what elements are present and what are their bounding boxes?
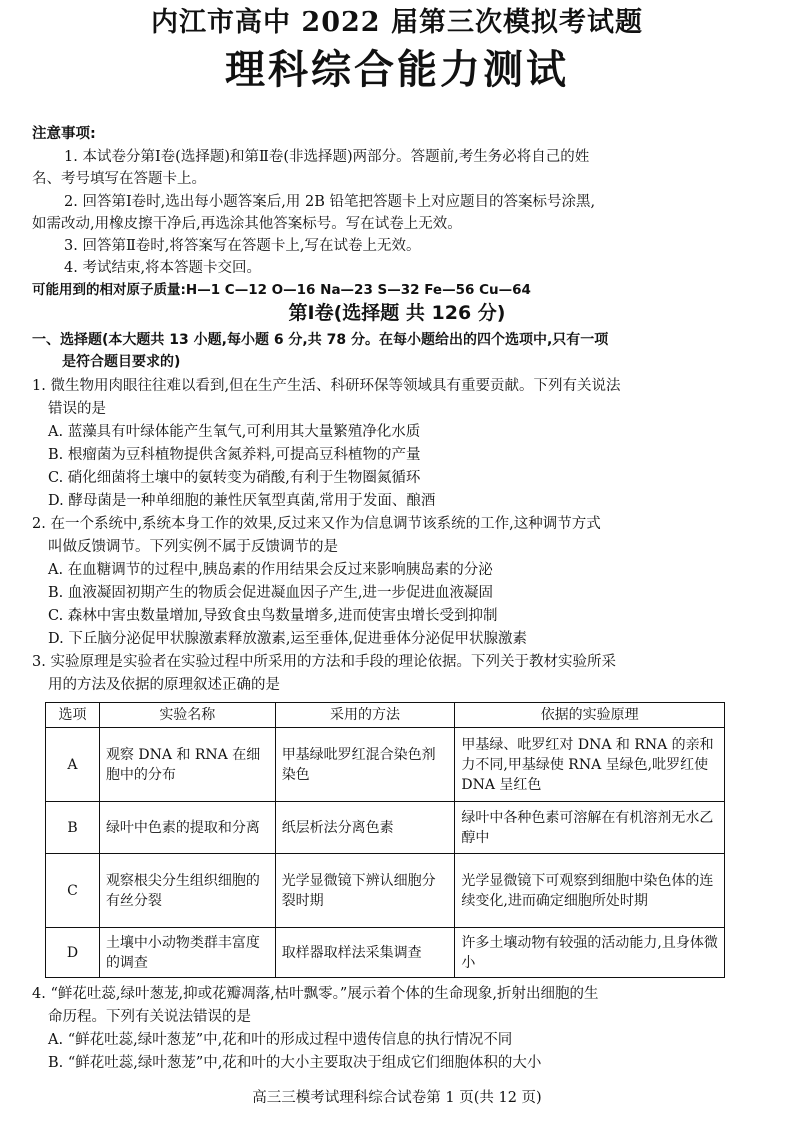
question-2-option-a: A. 在血糖调节的过程中,胰岛素的作用结果会反过来影响胰岛素的分泌 xyxy=(48,562,493,578)
question-1-option-a: A. 蓝藻具有叶绿体能产生氧气,可利用其大量繁殖净化水质 xyxy=(48,424,421,440)
question-2-stem: 叫做反馈调节。下列实例不属于反馈调节的是 xyxy=(48,539,338,555)
notice-item: 1. 本试卷分第Ⅰ卷(选择题)和第Ⅱ卷(非选择题)两部分。答题前,考生务必将自己的姓 xyxy=(64,149,590,165)
table-cell: 观察根尖分生组织细胞的有丝分裂 xyxy=(99,854,275,928)
table-header: 选项 xyxy=(46,703,100,728)
table-cell: 甲基绿、吡罗红对 DNA 和 RNA 的亲和力不同,甲基绿使 RNA 呈绿色,吡罗红使 DNA 呈红色 xyxy=(455,728,725,802)
question-1-option-d: D. 酵母菌是一种单细胞的兼性厌氧型真菌,常用于发面、酿酒 xyxy=(48,493,436,509)
section-intro: 一、选择题(本大题共 13 小题,每小题 6 分,共 78 分。在每小题给出的四个选项中,只有一项 xyxy=(32,332,609,348)
exam-title-line2: 理科综合能力测试 xyxy=(225,46,569,93)
question-1-option-b: B. 根瘤菌为豆科植物提供含氮养料,可提高豆科植物的产量 xyxy=(48,447,421,463)
table-cell: 土壤中小动物类群丰富度的调查 xyxy=(99,928,275,978)
table-cell: 绿叶中色素的提取和分离 xyxy=(99,802,275,854)
table-row xyxy=(46,802,725,854)
table-cell: 甲基绿吡罗红混合染色剂染色 xyxy=(275,728,455,802)
table-header: 依据的实验原理 xyxy=(455,703,725,728)
notice-item: 2. 回答第Ⅰ卷时,选出每小题答案后,用 2B 铅笔把答题卡上对应题目的答案标号涂黑, xyxy=(64,194,596,210)
notice-item: 名、考号填写在答题卡上。 xyxy=(32,171,206,187)
notice-heading: 注意事项: xyxy=(32,126,96,142)
table-row xyxy=(46,854,725,928)
question-2-option-c: C. 森林中害虫数量增加,导致食虫鸟数量增多,进而使害虫增长受到抑制 xyxy=(48,608,498,624)
question-4-stem: 命历程。下列有关说法错误的是 xyxy=(48,1009,251,1025)
table-cell: 绿叶中各种色素可溶解在有机溶剂无水乙醇中 xyxy=(455,802,725,854)
experiment-table xyxy=(45,702,725,978)
table-cell: 许多土壤动物有较强的活动能力,且身体微小 xyxy=(455,928,725,978)
table-cell: D xyxy=(46,928,100,978)
question-1-stem: 1. 微生物用肉眼往往难以看到,但在生产生活、科研环保等领域具有重要贡献。下列有关说法 xyxy=(32,378,621,394)
exam-title-line1: 内江市高中 2022 届第三次模拟考试题 xyxy=(151,7,643,38)
atomic-mass-line: 可能用到的相对原子质量:H—1 C—12 O—16 Na—23 S—32 Fe—56 Cu—64 xyxy=(32,282,531,298)
section-title: 第Ⅰ卷(选择题 共 126 分) xyxy=(288,302,506,324)
question-4-option-b: B. “鲜花吐蕊,绿叶葱茏”中,花和叶的大小主要取决于组成它们细胞体积的大小 xyxy=(48,1055,542,1071)
question-2-option-d: D. 下丘脑分泌促甲状腺激素释放激素,运至垂体,促进垂体分泌促甲状腺激素 xyxy=(48,631,528,647)
notice-item: 4. 考试结束,将本答题卡交回。 xyxy=(64,260,262,276)
table-row xyxy=(46,928,725,978)
question-2-stem: 2. 在一个系统中,系统本身工作的效果,反过来又作为信息调节该系统的工作,这种调节方式 xyxy=(32,516,601,532)
table-cell: 纸层析法分离色素 xyxy=(275,802,455,854)
question-4-stem: 4. “鲜花吐蕊,绿叶葱茏,抑或花瓣凋落,枯叶飘零。”展示着个体的生命现象,折射出细胞的生 xyxy=(32,986,599,1002)
question-3-stem: 用的方法及依据的原理叙述正确的是 xyxy=(48,677,280,693)
table-cell: 取样器取样法采集调查 xyxy=(275,928,455,978)
table-cell: A xyxy=(46,728,100,802)
table-header: 实验名称 xyxy=(99,703,275,728)
table-cell: B xyxy=(46,802,100,854)
page-footer: 高三三模考试理科综合试卷第 1 页(共 12 页) xyxy=(252,1090,542,1106)
notice-item: 如需改动,用橡皮擦干净后,再选涂其他答案标号。写在试卷上无效。 xyxy=(32,216,462,232)
table-header: 采用的方法 xyxy=(275,703,455,728)
table-row xyxy=(46,728,725,802)
question-3-stem: 3. 实验原理是实验者在实验过程中所采用的方法和手段的理论依据。下列关于教材实验所采 xyxy=(32,654,616,670)
table-header-row xyxy=(46,703,725,728)
question-1-option-c: C. 硝化细菌将土壤中的氨转变为硝酸,有利于生物圈氮循环 xyxy=(48,470,421,486)
notice-item: 3. 回答第Ⅱ卷时,将答案写在答题卡上,写在试卷上无效。 xyxy=(64,238,421,254)
question-4-option-a: A. “鲜花吐蕊,绿叶葱茏”中,花和叶的形成过程中遗传信息的执行情况不同 xyxy=(48,1032,513,1048)
table-cell: 光学显微镜下可观察到细胞中染色体的连续变化,进而确定细胞所处时期 xyxy=(455,854,725,928)
table-cell: 光学显微镜下辨认细胞分裂时期 xyxy=(275,854,455,928)
question-1-stem: 错误的是 xyxy=(48,401,106,417)
table-cell: 观察 DNA 和 RNA 在细胞中的分布 xyxy=(99,728,275,802)
question-2-option-b: B. 血液凝固初期产生的物质会促进凝血因子产生,进一步促进血液凝固 xyxy=(48,585,493,601)
section-intro: 是符合题目要求的) xyxy=(62,354,181,370)
table-cell: C xyxy=(46,854,100,928)
